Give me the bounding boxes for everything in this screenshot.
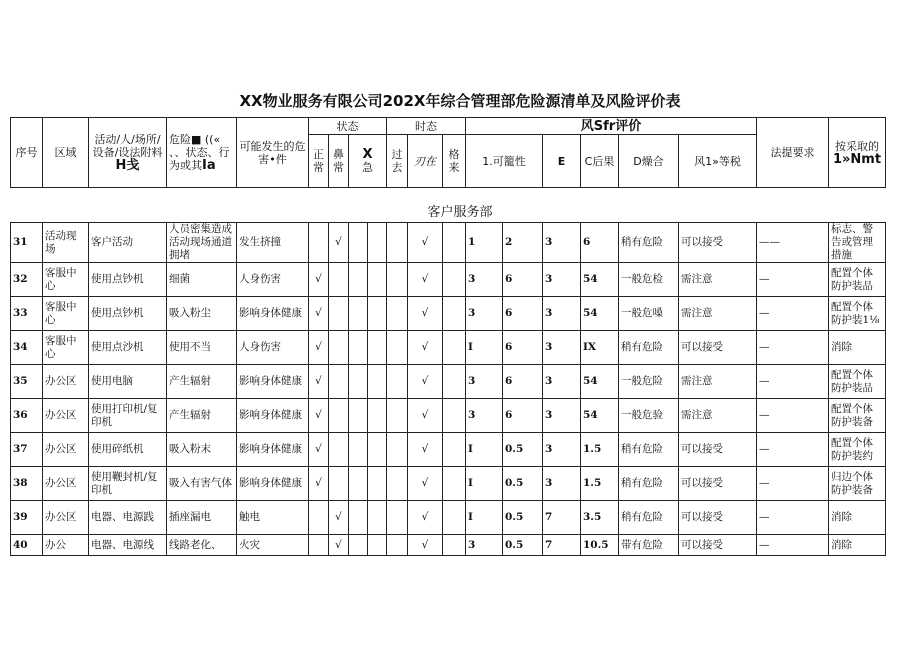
row-emergency — [349, 399, 368, 433]
row-activity: 使用点钞机 — [89, 263, 167, 297]
row-level: 一般危验 — [619, 399, 679, 433]
row-present: √ — [408, 399, 443, 433]
row-measure: 消除 — [829, 331, 886, 365]
row-blank — [368, 433, 387, 467]
row-activity: 使用打印机/复印机 — [89, 399, 167, 433]
row-area: 办公区 — [43, 399, 89, 433]
row-emergency — [349, 535, 368, 556]
header-risk-l: 1.可籠性 — [466, 135, 543, 188]
row-emergency — [349, 365, 368, 399]
header-risk-e: E — [543, 135, 581, 188]
row-e: 2 — [503, 223, 543, 263]
header-activity: 活动/人/场所/设备/设法附料 H戋 — [89, 118, 167, 188]
row-c: 3 — [543, 331, 581, 365]
row-future — [443, 297, 466, 331]
row-law: — — [757, 331, 829, 365]
row-blank — [368, 331, 387, 365]
row-future — [443, 467, 466, 501]
row-activity: 使用点钞机 — [89, 297, 167, 331]
header-law: 法提要求 — [757, 118, 829, 188]
row-future — [443, 399, 466, 433]
row-level: 稍有危险 — [619, 223, 679, 263]
table-row — [11, 331, 886, 365]
row-emergency — [349, 467, 368, 501]
row-l: I — [466, 501, 503, 535]
header-measure: 按采取的 1»Nmt — [829, 118, 886, 188]
row-abnormal: √ — [329, 535, 349, 556]
row-emergency — [349, 263, 368, 297]
row-present: √ — [408, 263, 443, 297]
row-l: 3 — [466, 399, 503, 433]
row-measure: 配置个体防护装品 — [829, 365, 886, 399]
row-activity: 使用电脑 — [89, 365, 167, 399]
row-abnormal: √ — [329, 223, 349, 263]
row-normal: √ — [309, 467, 329, 501]
row-past — [387, 501, 408, 535]
row-activity: 使用鞭封机/复印机 — [89, 467, 167, 501]
table-row — [11, 263, 886, 297]
row-e: 0.5 — [503, 433, 543, 467]
row-level: 带有危险 — [619, 535, 679, 556]
row-measure: 归边个体防护装备 — [829, 467, 886, 501]
row-c: 3 — [543, 433, 581, 467]
row-past — [387, 399, 408, 433]
row-nature: 需注意 — [679, 263, 757, 297]
row-blank — [368, 501, 387, 535]
row-e: 0.5 — [503, 467, 543, 501]
row-blank — [368, 535, 387, 556]
row-e: 6 — [503, 365, 543, 399]
row-abnormal — [329, 263, 349, 297]
row-l: I — [466, 467, 503, 501]
row-past — [387, 331, 408, 365]
row-c: 3 — [543, 297, 581, 331]
row-nature: 可以接受 — [679, 223, 757, 263]
row-no: 37 — [11, 433, 43, 467]
row-l: 3 — [466, 297, 503, 331]
row-accident: 发生挤撞 — [237, 223, 309, 263]
table-row — [11, 433, 886, 467]
row-abnormal — [329, 399, 349, 433]
row-measure: 消除 — [829, 535, 886, 556]
row-accident: 影响身体健康 — [237, 365, 309, 399]
row-accident: 影响身体健康 — [237, 399, 309, 433]
row-measure: 标志、警告或管理措施 — [829, 223, 886, 263]
row-measure: 配置个体防护装品 — [829, 263, 886, 297]
row-area: 办公 — [43, 535, 89, 556]
row-hazard: 插座漏电 — [167, 501, 237, 535]
row-e: 6 — [503, 263, 543, 297]
row-area: 客服中心 — [43, 263, 89, 297]
row-law: — — [757, 297, 829, 331]
row-nature: 可以接受 — [679, 467, 757, 501]
row-accident: 人身伤害 — [237, 263, 309, 297]
row-past — [387, 297, 408, 331]
row-hazard: 吸入粉尘 — [167, 297, 237, 331]
row-accident: 触电 — [237, 501, 309, 535]
row-accident: 影响身体健康 — [237, 467, 309, 501]
row-nature: 需注意 — [679, 399, 757, 433]
row-hazard: 人员密集造成活动现场通道拥堵 — [167, 223, 237, 263]
row-c: 3 — [543, 223, 581, 263]
row-c: 3 — [543, 263, 581, 297]
row-normal: √ — [309, 331, 329, 365]
row-l: 1 — [466, 223, 503, 263]
row-emergency — [349, 331, 368, 365]
header-tense-present: 刃在 — [408, 135, 443, 188]
table-row — [11, 467, 886, 501]
row-abnormal — [329, 297, 349, 331]
row-area: 办公区 — [43, 501, 89, 535]
row-c: 3 — [543, 467, 581, 501]
row-nature: 可以接受 — [679, 501, 757, 535]
row-abnormal — [329, 433, 349, 467]
row-measure: 配置个体防护装1⅛ — [829, 297, 886, 331]
header-state-abnormal: 鼻常 — [329, 135, 349, 188]
row-l: 3 — [466, 535, 503, 556]
row-activity: 电器、电源践 — [89, 501, 167, 535]
row-area: 客服中心 — [43, 297, 89, 331]
row-area: 办公区 — [43, 467, 89, 501]
row-hazard: 细菌 — [167, 263, 237, 297]
row-no: 38 — [11, 467, 43, 501]
row-normal: √ — [309, 365, 329, 399]
row-no: 36 — [11, 399, 43, 433]
row-present: √ — [408, 297, 443, 331]
table-row — [11, 535, 886, 556]
header-state: 状态 — [309, 118, 387, 135]
row-past — [387, 535, 408, 556]
row-accident: 人身伤害 — [237, 331, 309, 365]
row-normal — [309, 501, 329, 535]
row-c: 3 — [543, 365, 581, 399]
row-blank — [368, 467, 387, 501]
row-d: 54 — [581, 365, 619, 399]
row-e: 0.5 — [503, 535, 543, 556]
row-present: √ — [408, 433, 443, 467]
row-level: 稍有危险 — [619, 433, 679, 467]
row-nature: 需注意 — [679, 297, 757, 331]
row-d: 6 — [581, 223, 619, 263]
row-l: I — [466, 433, 503, 467]
row-past — [387, 467, 408, 501]
row-e: 0.5 — [503, 501, 543, 535]
table-row — [11, 365, 886, 399]
row-area: 活动现场 — [43, 223, 89, 263]
row-normal: √ — [309, 297, 329, 331]
header-tense-past: 过去 — [387, 135, 408, 188]
row-no: 33 — [11, 297, 43, 331]
row-future — [443, 501, 466, 535]
row-blank — [368, 223, 387, 263]
row-activity: 使用点沙机 — [89, 331, 167, 365]
row-normal: √ — [309, 399, 329, 433]
row-abnormal: √ — [329, 501, 349, 535]
row-blank — [368, 297, 387, 331]
row-level: 一般危险 — [619, 365, 679, 399]
row-blank — [368, 263, 387, 297]
row-hazard: 吸入粉末 — [167, 433, 237, 467]
row-accident: 影响身体健康 — [237, 297, 309, 331]
row-emergency — [349, 223, 368, 263]
row-normal: √ — [309, 263, 329, 297]
row-abnormal — [329, 467, 349, 501]
row-present: √ — [408, 223, 443, 263]
row-present: √ — [408, 331, 443, 365]
page-title: XX物业服务有限公司202X年综合管理部危险源清单及风险评价表 — [239, 92, 681, 110]
header-hazard: 危险■ ((« 、、状态、行为或其Ia — [167, 118, 237, 188]
row-present: √ — [408, 467, 443, 501]
table-row — [11, 399, 886, 433]
row-hazard: 使用不当 — [167, 331, 237, 365]
row-blank — [368, 365, 387, 399]
header-state-normal: 正常 — [309, 135, 329, 188]
row-measure: 消除 — [829, 501, 886, 535]
header-risk: 风Sfr评价 — [466, 118, 757, 135]
header-tense-future: 格来 — [443, 135, 466, 188]
row-hazard: 产生辐射 — [167, 399, 237, 433]
row-nature: 可以接受 — [679, 433, 757, 467]
row-area: 客服中心 — [43, 331, 89, 365]
header-area: 区域 — [43, 118, 89, 188]
header-state-emergency: X 急 — [349, 135, 387, 188]
row-activity: 客户活动 — [89, 223, 167, 263]
row-activity: 使用碎纸机 — [89, 433, 167, 467]
row-no: 40 — [11, 535, 43, 556]
row-normal — [309, 535, 329, 556]
header-table — [10, 117, 886, 188]
row-area: 办公区 — [43, 433, 89, 467]
row-d: 54 — [581, 399, 619, 433]
row-past — [387, 365, 408, 399]
row-nature: 需注意 — [679, 365, 757, 399]
row-d: 3.5 — [581, 501, 619, 535]
row-c: 7 — [543, 535, 581, 556]
row-abnormal — [329, 365, 349, 399]
section-title: 客户服务部 — [427, 205, 493, 220]
row-e: 6 — [503, 297, 543, 331]
row-measure: 配置个体防护装备 — [829, 399, 886, 433]
row-l: I — [466, 331, 503, 365]
header-tense: 时态 — [387, 118, 466, 135]
row-no: 35 — [11, 365, 43, 399]
row-normal — [309, 223, 329, 263]
row-past — [387, 263, 408, 297]
row-hazard: 产生辐射 — [167, 365, 237, 399]
row-no: 32 — [11, 263, 43, 297]
row-future — [443, 223, 466, 263]
header-risk-d: D燥合 — [619, 135, 679, 188]
row-l: 3 — [466, 365, 503, 399]
table-row — [11, 501, 886, 535]
row-law: — — [757, 467, 829, 501]
row-law: — — [757, 399, 829, 433]
row-nature: 可以接受 — [679, 535, 757, 556]
row-d: 54 — [581, 297, 619, 331]
row-present: √ — [408, 535, 443, 556]
row-level: 稍有危险 — [619, 331, 679, 365]
table-row — [11, 297, 886, 331]
row-level: 稍有危险 — [619, 467, 679, 501]
row-law: — — [757, 535, 829, 556]
row-present: √ — [408, 365, 443, 399]
row-c: 7 — [543, 501, 581, 535]
header-accident: 可能发生的危害•件 — [237, 118, 309, 188]
data-table — [10, 222, 886, 556]
row-blank — [368, 399, 387, 433]
row-law: —— — [757, 223, 829, 263]
row-law: — — [757, 263, 829, 297]
row-abnormal — [329, 331, 349, 365]
row-d: 10.5 — [581, 535, 619, 556]
row-e: 6 — [503, 399, 543, 433]
row-level: 稍有危险 — [619, 501, 679, 535]
row-law: — — [757, 365, 829, 399]
row-emergency — [349, 297, 368, 331]
row-future — [443, 433, 466, 467]
row-hazard: 线路老化、 — [167, 535, 237, 556]
row-past — [387, 223, 408, 263]
row-accident: 火灾 — [237, 535, 309, 556]
row-measure: 配置个体防护装约 — [829, 433, 886, 467]
row-no: 39 — [11, 501, 43, 535]
row-level: 一般危检 — [619, 263, 679, 297]
row-future — [443, 365, 466, 399]
row-d: 1.5 — [581, 467, 619, 501]
row-emergency — [349, 501, 368, 535]
row-past — [387, 433, 408, 467]
row-present: √ — [408, 501, 443, 535]
row-future — [443, 535, 466, 556]
header-risk-c: C后果 — [581, 135, 619, 188]
row-area: 办公区 — [43, 365, 89, 399]
table-row — [11, 223, 886, 263]
row-normal: √ — [309, 433, 329, 467]
row-nature: 可以接受 — [679, 331, 757, 365]
row-activity: 电器、电源线 — [89, 535, 167, 556]
row-no: 34 — [11, 331, 43, 365]
row-law: — — [757, 433, 829, 467]
row-d: IX — [581, 331, 619, 365]
row-law: — — [757, 501, 829, 535]
row-d: 54 — [581, 263, 619, 297]
row-accident: 影响身体健康 — [237, 433, 309, 467]
row-future — [443, 331, 466, 365]
row-future — [443, 263, 466, 297]
header-seq: 序号 — [11, 118, 43, 188]
row-no: 31 — [11, 223, 43, 263]
row-d: 1.5 — [581, 433, 619, 467]
row-c: 3 — [543, 399, 581, 433]
row-emergency — [349, 433, 368, 467]
row-l: 3 — [466, 263, 503, 297]
row-hazard: 吸入有害气体 — [167, 467, 237, 501]
row-e: 6 — [503, 331, 543, 365]
header-risk-level: 风1»等税 — [679, 135, 757, 188]
row-level: 一般危嗓 — [619, 297, 679, 331]
